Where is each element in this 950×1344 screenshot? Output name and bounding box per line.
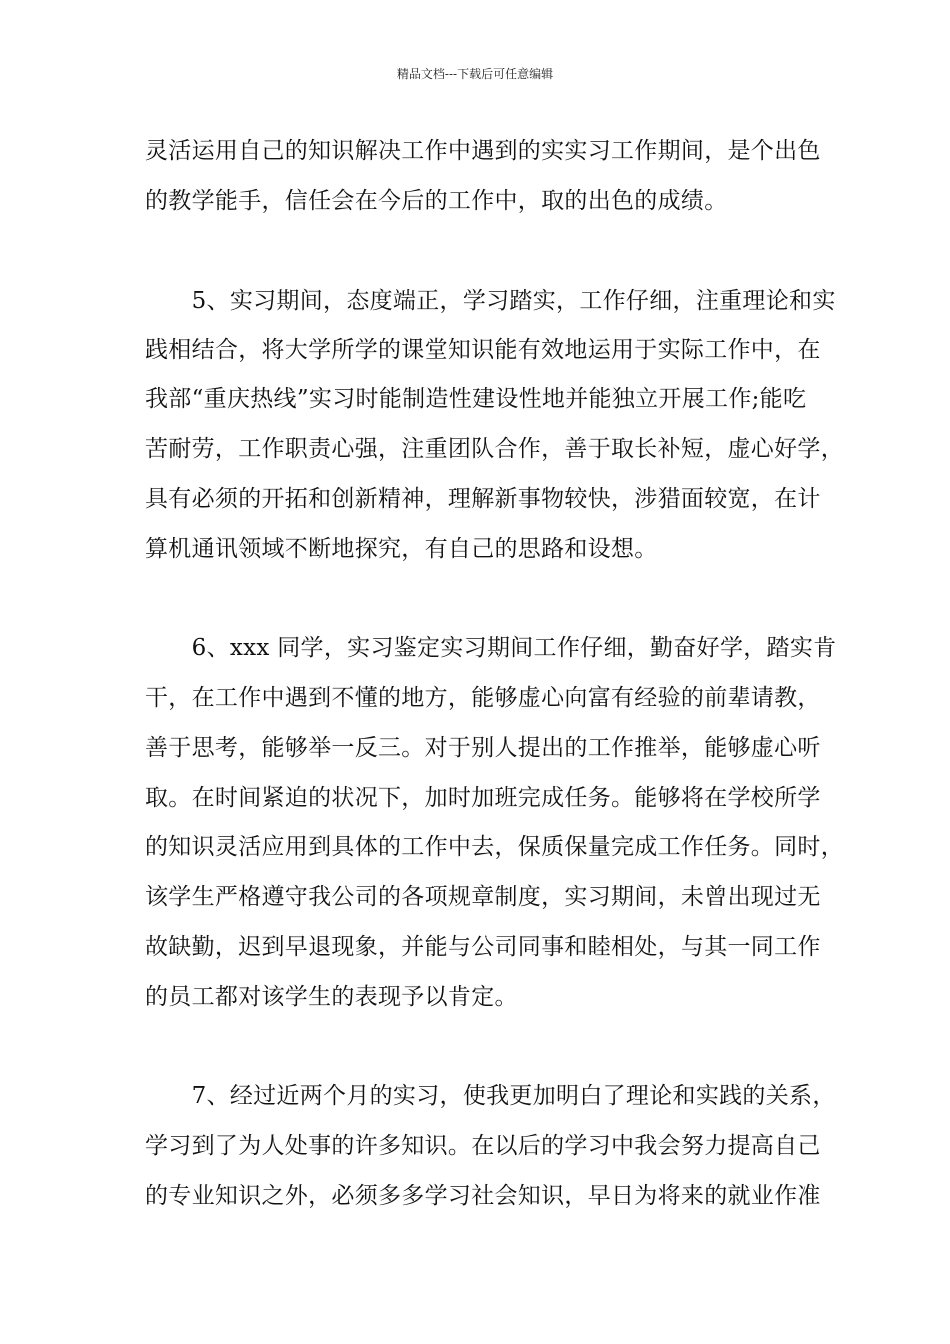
paragraph-3-line-4: 取。在时间紧迫的状况下，加时加班完成任务。能够将在学校所学: [145, 785, 821, 811]
paragraph-3-line-8: 的员工都对该学生的表现予以肯定。: [145, 984, 518, 1010]
paragraph-3-line-6: 该学生严格遵守我公司的各项规章制度，实习期间，未曾出现过无: [145, 884, 821, 910]
paragraph-3-line-7: 故缺勤，迟到早退现象，并能与公司同事和睦相处，与其一同工作: [145, 934, 821, 960]
paragraph-2-line-6: 算机通讯领域不断地探究，有自己的思路和设想。: [145, 536, 658, 562]
paragraph-2-line-2: 践相结合，将大学所学的课堂知识能有效地运用于实际工作中，在: [145, 337, 821, 363]
page-header: 精品文档---下载后可任意编辑: [396, 67, 554, 81]
paragraph-3-line-2: 干，在工作中遇到不懂的地方，能够虚心向富有经验的前辈请教，: [145, 685, 821, 711]
paragraph-3-line-1: 6、xxx 同学，实习鉴定实习期间工作仔细，勤奋好学，踏实肯: [145, 635, 837, 661]
paragraph-3-line-5: 的知识灵活应用到具体的工作中去，保质保量完成工作任务。同时，: [145, 834, 844, 860]
paragraph-2-line-1: 5、实习期间，态度端正，学习踏实，工作仔细，注重理论和实: [145, 288, 836, 314]
paragraph-2-line-4: 苦耐劳，工作职责心强，注重团队合作，善于取长补短，虚心好学，: [145, 436, 844, 462]
paragraph-4-line-2: 学习到了为人处事的许多知识。在以后的学习中我会努力提高自己: [145, 1133, 821, 1159]
paragraph-4-line-3: 的专业知识之外，必须多多学习社会知识，早日为将来的就业作准: [145, 1183, 821, 1209]
paragraph-2-line-5: 具有必须的开拓和创新精神，理解新事物较快，涉猎面较宽，在计: [145, 486, 821, 512]
paragraph-2-line-3: 我部“重庆热线”实习时能制造性建设性地并能独立开展工作;能吃: [145, 386, 807, 412]
paragraph-4-line-1: 7、经过近两个月的实习，使我更加明白了理论和实践的关系，: [145, 1083, 836, 1109]
paragraph-1-line-1: 灵活运用自己的知识解决工作中遇到的实实习工作期间，是个出色: [145, 138, 821, 164]
paragraph-1-line-2: 的教学能手，信任会在今后的工作中，取的出色的成绩。: [145, 188, 728, 214]
paragraph-3-line-3: 善于思考，能够举一反三。对于别人提出的工作推举，能够虚心听: [145, 735, 821, 761]
